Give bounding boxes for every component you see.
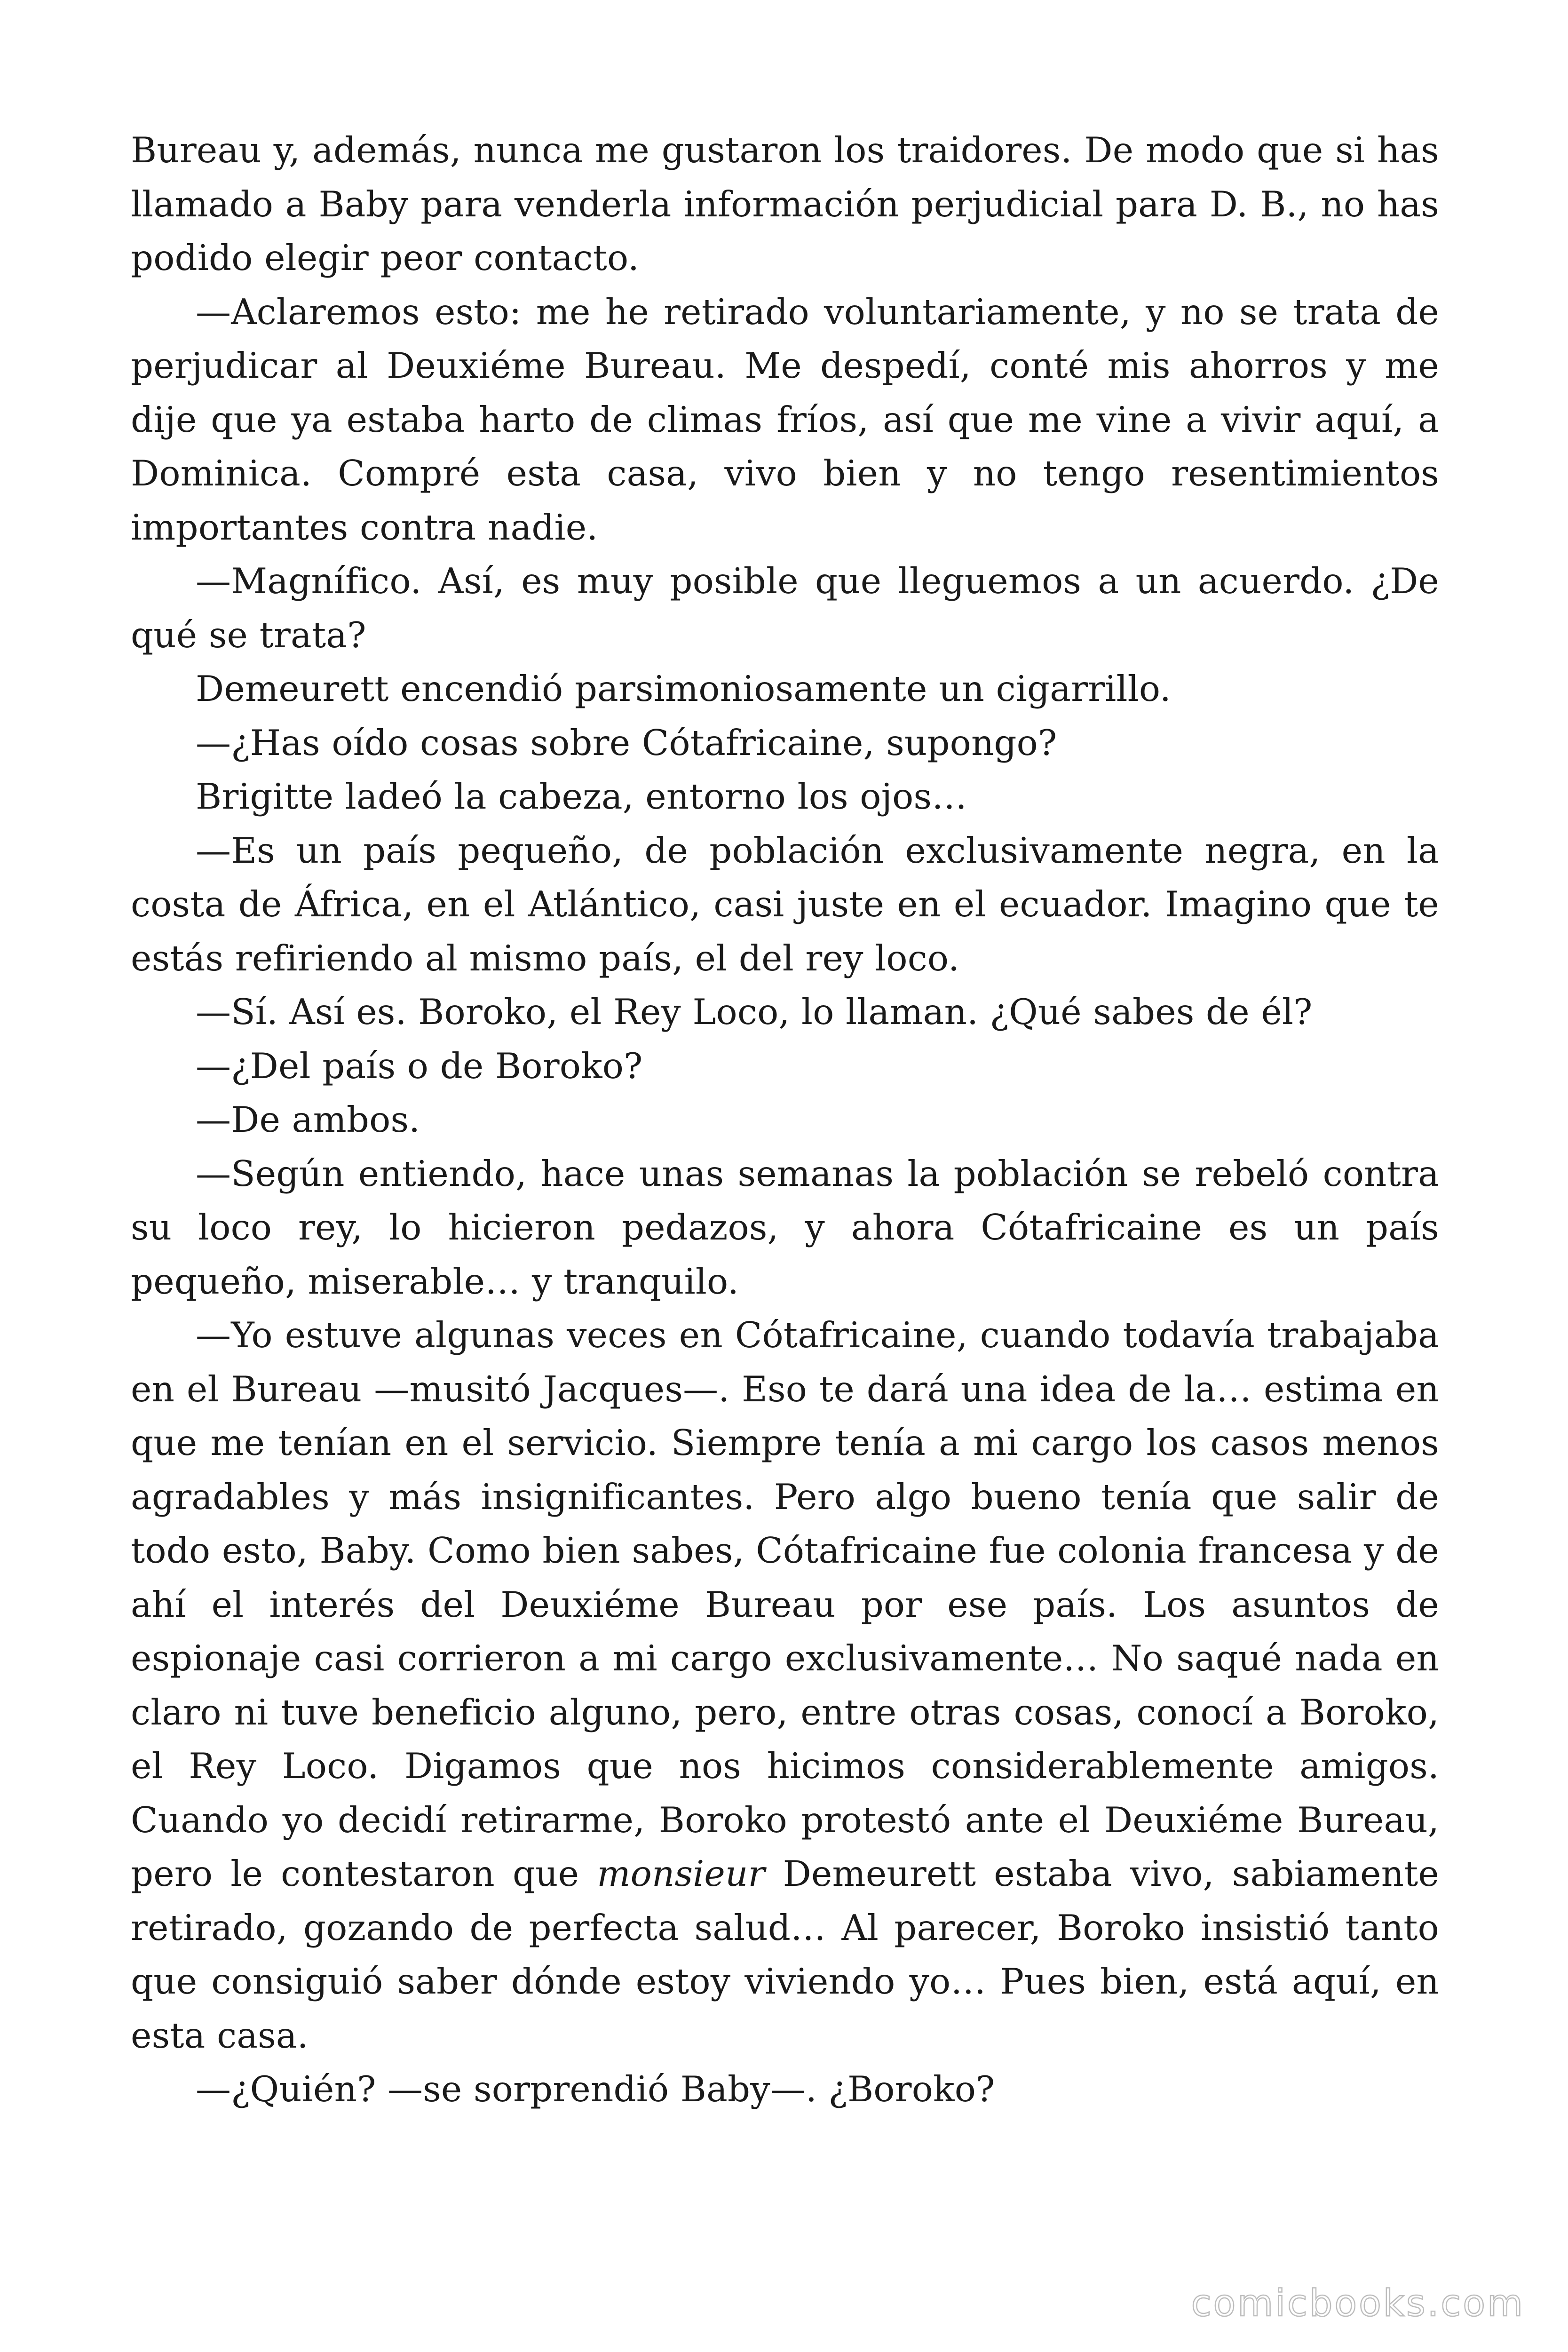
paragraph: Demeurett encendió parsimoniosamente un cigarrillo.	[196, 668, 1171, 709]
paragraph: —Según entiendo, hace unas semanas la población se rebeló contra su loco rey, lo hicieron pedazos, y ahora Cótafricaine es un país pequeño, miserable… y tranquilo.	[131, 1152, 1439, 1302]
paragraph: —¿Del país o de Boroko?	[196, 1045, 643, 1087]
paragraph: —Aclaremos esto: me he retirado voluntariamente, y no se trata de perjudicar al Deuxiéme Bureau. Me despedí, conté mis ahorros y me dije que ya estaba harto de climas fríos, así que me vine a vivir aquí, a Dominica. Compré esta casa, vivo bien y no tengo resentimientos importantes contra nadie.	[131, 291, 1439, 548]
paragraph: —¿Quién? —se sorprendió Baby—. ¿Boroko?	[196, 2068, 995, 2110]
paragraph-text: —Yo estuve algunas veces en Cótafricaine, cuando todavía trabajaba en el Bureau —musitó Jacques—. Eso te dará una idea de la… estima en que me tenían en el servicio. Siempre tenía a mi cargo los casos menos agradables y más insignificantes. Pero algo bueno tenía que salir de todo esto, Baby. Como bien sabes, Cótafricaine fue colonia francesa y de ahí el interés del Deuxiéme Bureau por ese país. Los asuntos de espionaje casi corrieron a mi cargo exclusivamente… No saqué nada en claro ni tuve beneficio alguno, pero, entre otras cosas, conocí a Boroko, el Rey Loco. Digamos que nos hicimos considerablemente amigos. Cuando yo decidí retirarme, Boroko protestó ante el Deuxiéme Bureau, pero le contestaron que	[131, 1314, 1439, 1894]
watermark-logo: comicbooks.com	[1191, 2282, 1525, 2325]
paragraph: —De ambos.	[196, 1099, 420, 1140]
paragraph: —¿Has oído cosas sobre Cótafricaine, supongo?	[196, 722, 1057, 763]
paragraph: Bureau y, además, nunca me gustaron los traidores. De modo que si has llamado a Baby para venderla información perjudicial para D. B., no has podido elegir peor contacto.	[131, 129, 1439, 278]
paragraph: —Sí. Así es. Boroko, el Rey Loco, lo llaman. ¿Qué sabes de él?	[196, 991, 1313, 1033]
paragraph: —Magnífico. Así, es muy posible que lleguemos a un acuerdo. ¿De qué se trata?	[131, 560, 1439, 656]
paragraph: —Es un país pequeño, de población exclusivamente negra, en la costa de África, en el Atlántico, casi juste en el ecuador. Imagino que te estás refiriendo al mismo país, el del rey loco.	[131, 829, 1439, 979]
paragraph-long	[131, 1308, 1439, 2062]
italic-word: monsieur	[597, 1853, 765, 1894]
paragraph: Brigitte ladeó la cabeza, entorno los ojos…	[196, 776, 967, 817]
paragraph-text: Demeurett estaba vivo, sabiamente retirado, gozando de perfecta salud… Al parecer, Boroko insistió tanto que consiguió saber dónde estoy viviendo yo… Pues bien, está aquí, en esta casa.	[131, 1853, 1440, 2056]
page-text-block	[131, 123, 1439, 2116]
